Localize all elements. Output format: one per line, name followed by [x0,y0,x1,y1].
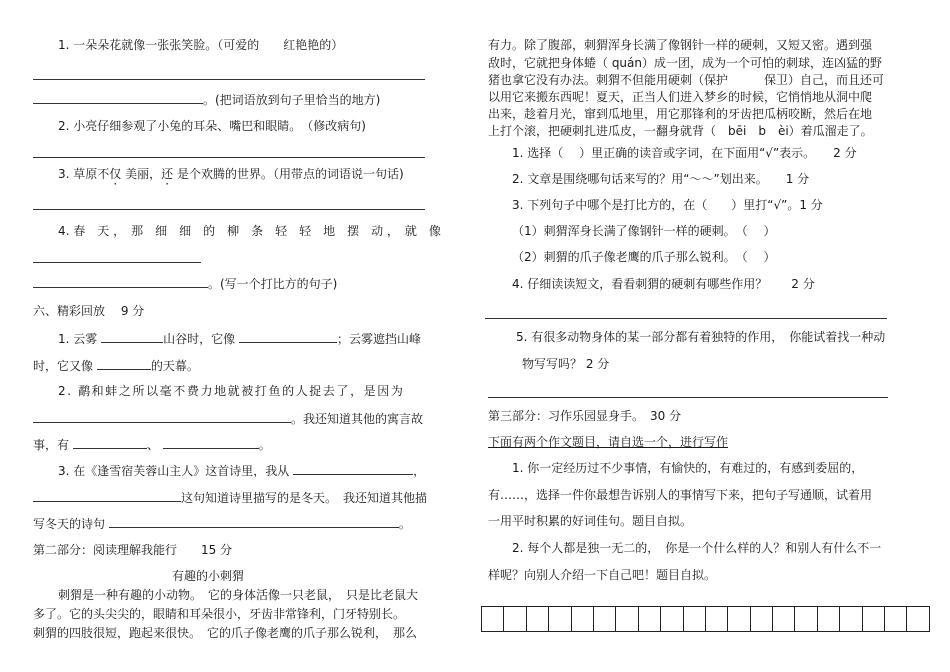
answer-line [33,209,425,210]
question-4: 4. 春 天 ， 那 细 细 的 柳 条 轻 轻 地 摆 动 ， 就 像 [58,224,441,238]
writing-grid-cell[interactable] [572,607,594,632]
q3-text-c: 是个欢腾的世界。（用带点的词语说一句话) [173,167,404,181]
question-1: 1. 一朵朵花就像一张张笑脸。（可爱的 红艳艳的） [58,38,344,52]
s6q3-text: 写冬天的诗句 [33,517,106,531]
writing-grid[interactable] [481,606,930,632]
answer-blank[interactable] [109,515,399,528]
answer-blank[interactable] [33,91,203,104]
section-6-q1-cont [33,357,199,374]
story-title: 有趣的小刺猬 [172,569,245,583]
answer-line [33,262,201,263]
reading-q3-option-2: （2）刺猬的爪子像老鹰的爪子那么锐利。 （ ） [512,250,776,264]
s6q1-text: ；云雾遮挡山峰 [336,332,421,346]
writing-grid-cell[interactable] [661,607,683,632]
reading-q2: 2. 文章是围绕哪句话来写的？用“～～”划出来。 1 分 [512,172,810,186]
answer-blank[interactable] [293,462,413,475]
writing-grid-cell[interactable] [907,607,929,632]
composition-topic-2: 2. 每个人都是独一无二的， 你是一个什么样的人？和别人有什么不一 [512,541,882,555]
s6q2-text: 。 [258,438,271,452]
story-line: 有力。除了腹部，刺猬浑身长满了像钢针一样的硬刺，又短又密。遇到强 [488,38,873,52]
answer-blank[interactable] [33,275,208,288]
answer-line [33,157,425,158]
answer-blank[interactable] [33,410,291,423]
section-6-q3 [58,462,425,479]
story-line: 多了。它的头尖尖的，眼睛和耳朵很小，牙齿非常锋利，门牙特别长。 [33,607,406,621]
composition-topic-1: 1. 你一定经历过不少事情，有愉快的，有难过的，有感到委屈的， [512,461,864,475]
q3-text-b: 美丽， [121,167,162,181]
composition-topic-1-cont: 有……，选择一件你最想告诉别人的事情写下来，把句子写通顺，试着用 [488,488,873,502]
question-4-tail: 。(写一个打比方的句子) [208,277,338,291]
q3-text-a: 3. 草原不 [58,167,110,181]
s6q1-text: 的天幕。 [150,359,199,373]
writing-grid-cell[interactable] [795,607,817,632]
answer-line [33,79,425,80]
s6q2-text: 。我还知道其他的寓言故 [291,412,424,426]
reading-q1: 1. 选择（ ）里正确的读音或字词，在下面用“√”表示。 2 分 [512,146,857,160]
s6q2-text: 事，有 [33,438,70,452]
writing-grid-cell[interactable] [706,607,728,632]
s6q1-text: 时，它又像 [33,359,94,373]
composition-topic-2-cont: 样呢？向别人介绍一下自己吧！题目自拟。 [488,568,717,582]
writing-grid-cell[interactable] [594,607,616,632]
answer-blank[interactable] [73,436,147,449]
s6q3-text: 。 [398,517,411,531]
answer-line[interactable] [488,397,888,398]
writing-grid-cell[interactable] [527,607,549,632]
writing-grid-cell[interactable] [616,607,638,632]
s6q2-text: 、 [146,438,159,452]
story-line: 刺猬的四肢很短，跑起来很快。 它的爪子像老鹰的爪子那么锐利， 那么 [33,626,418,640]
part-3-heading: 第三部分：习作乐园显身手。 30 分 [488,409,682,423]
writing-grid-cell[interactable] [818,607,840,632]
writing-grid-cell[interactable] [751,607,773,632]
reading-q5-cont: 物写写吗？ 2 分 [522,357,610,371]
answer-blank[interactable] [163,436,259,449]
reading-q3: 3. 下列句子中哪个是打比方的，在（ ）里打“√”。1 分 [512,198,823,212]
question-4-instruction [33,275,337,292]
answer-blank[interactable] [239,330,337,343]
section-6-heading: 六、精彩回放 9 分 [33,304,145,318]
answer-blank[interactable] [33,489,181,502]
story-line: 刺猬是一种有趣的小动物。 它的身体活像一只老鼠， 只是比老鼠大 [58,588,419,602]
question-1-instruction [33,91,380,108]
question-3 [58,166,404,182]
section-6-q2: 2. 鹬和蚌之所以毫不费力地就被打鱼的人捉去了，是因为 [58,384,405,398]
section-6-q3-cont [33,489,427,506]
reading-q3-option-1: （1）刺猬浑身长满了像钢针一样的硬刺。 （ ） [512,224,776,238]
writing-grid-cell[interactable] [728,607,750,632]
dotted-word: 还 [161,167,174,181]
writing-grid-cell[interactable] [863,607,885,632]
section-6-q2-cont2 [33,436,271,453]
s6q1-text: 1. 云雾 [58,332,98,346]
reading-q5: 5. 有很多动物身体的某一部分都有着独特的作用， 你能试着找一种动 [516,330,886,344]
story-line: 猪也拿它没有办法。刺猬不但能用硬刺（保护 保卫）自己，而且还可 [488,73,885,87]
s6q3-text: 3. 在《逢雪宿芙蓉山主人》这首诗里，我从 [58,464,290,478]
section-6-q2-cont [33,410,423,427]
composition-instruction: 下面有两个作文题目，请自选一个，进行写作 [488,435,729,449]
story-line: 敌时，它就把身体蜷（ quán）成一团，成为一个可怕的刺球，连凶猛的野 [488,56,882,70]
section-6-q1 [58,330,421,347]
writing-grid-cell[interactable] [885,607,907,632]
question-2: 2. 小亮仔细参观了小兔的耳朵、嘴巴和眼睛。 （修改病句) [58,119,366,133]
story-line: 以用它来搬东西呢！夏天，正当人们进入梦乡的时候，它悄悄地从洞中爬 [488,90,873,104]
writing-grid-cell[interactable] [482,607,504,632]
writing-grid-cell[interactable] [684,607,706,632]
story-line: 上打个滚，把硬刺扎进瓜皮，一翻身就背（ bēi b èi）着瓜溜走了。 [488,124,873,138]
writing-grid-cell[interactable] [840,607,862,632]
s6q1-text: 山谷时，它像 [163,332,236,346]
section-6-q3-cont2 [33,515,411,532]
dotted-word: 仅 [109,167,122,181]
s6q3-text: 这句知道诗里描写的是冬天。 我还知道其他描 [181,491,428,505]
answer-blank[interactable] [101,330,163,343]
writing-grid-cell[interactable] [773,607,795,632]
composition-topic-1-cont2: 一用平时积累的好词佳句。题目自拟。 [488,514,693,528]
question-1-tail: 。(把词语放到句子里恰当的地方) [203,93,381,107]
s6q3-text: ， [413,464,426,478]
reading-q4: 4. 仔细读读短文，看看刺猬的硬刺有哪些作用？ 2 分 [512,277,815,291]
writing-grid-cell[interactable] [639,607,661,632]
answer-blank[interactable] [97,357,151,370]
story-line: 出来，趁着月光，窜到瓜地里，用它那锋利的牙齿把瓜柄咬断，然后在地 [488,107,873,121]
part-2-heading: 第二部分：阅读理解我能行 15 分 [33,543,233,557]
writing-grid-cell[interactable] [549,607,571,632]
writing-grid-cell[interactable] [504,607,526,632]
answer-line[interactable] [485,318,887,319]
